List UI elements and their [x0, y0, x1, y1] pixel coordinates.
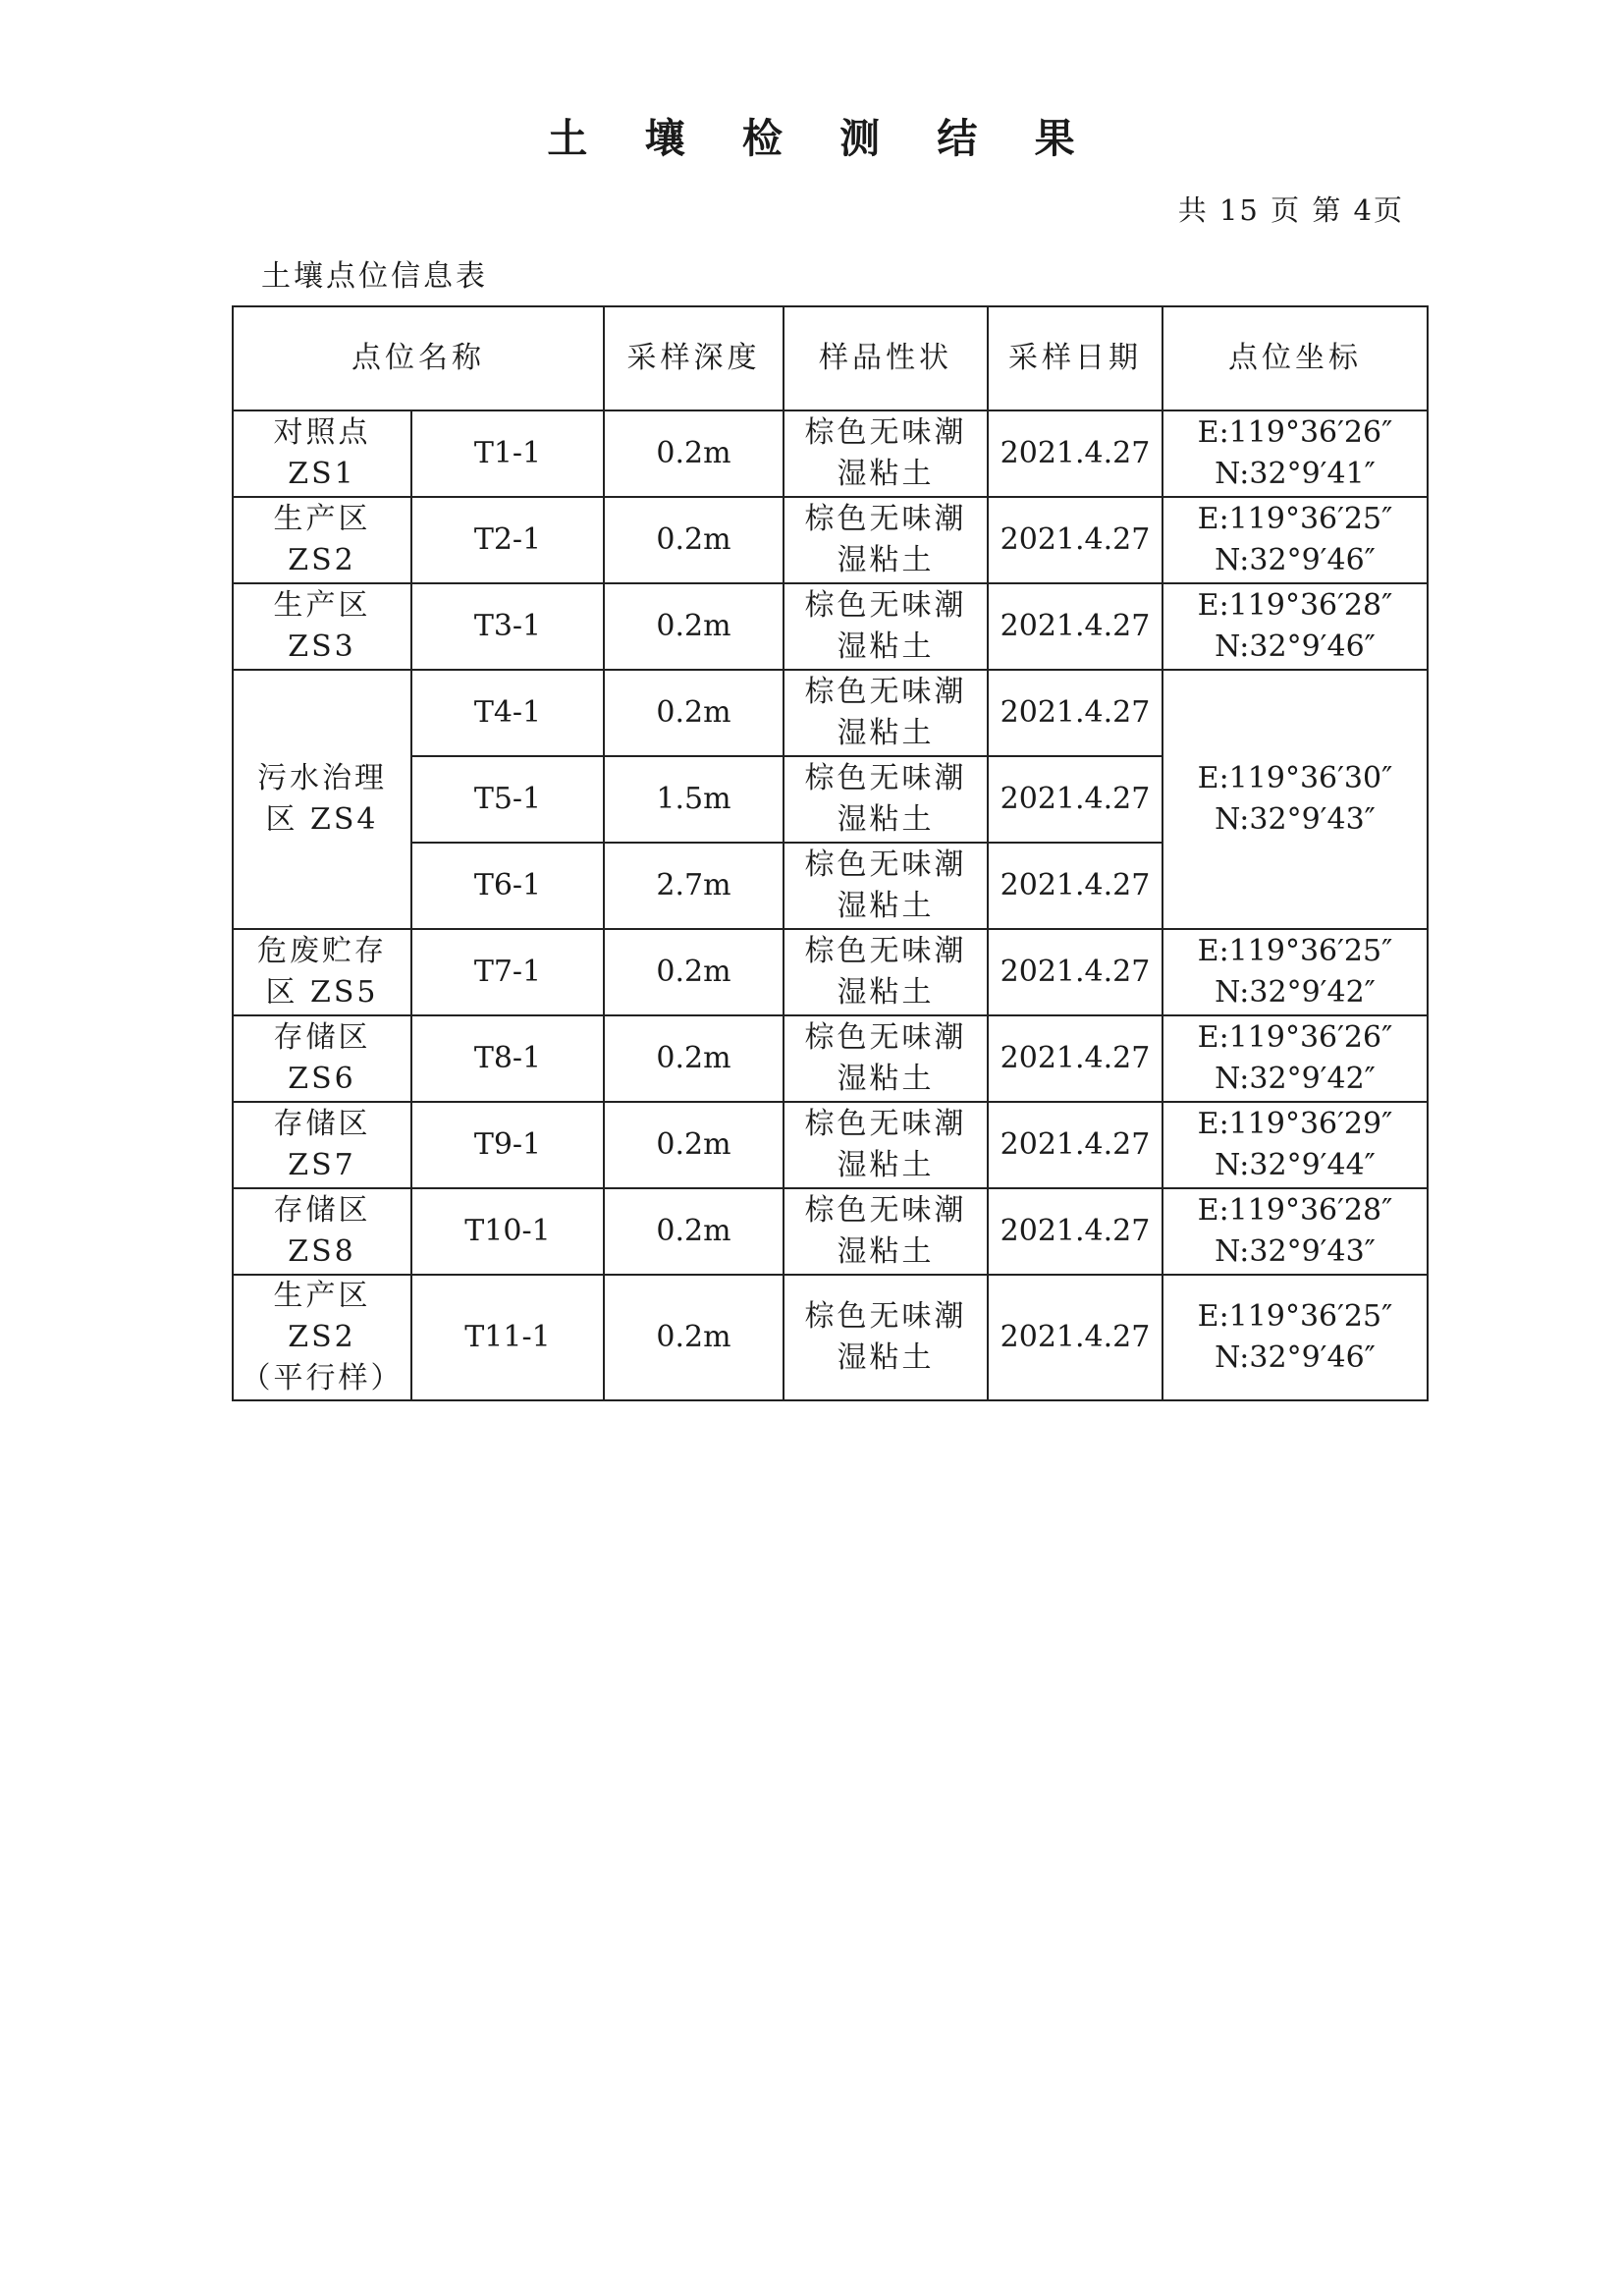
- sample-depth-cell: 0.2m: [604, 670, 784, 756]
- site-name-line: ZS8: [288, 1234, 356, 1269]
- sample-character-line: 棕色无味潮: [804, 588, 967, 623]
- site-name-line: 生产区: [273, 588, 371, 623]
- sample-character-line: 湿粘土: [837, 457, 935, 491]
- sample-date-cell: 2021.4.27: [988, 410, 1162, 497]
- sample-character-line: 湿粘土: [837, 1062, 935, 1096]
- sample-date-cell: 2021.4.27: [988, 1015, 1162, 1102]
- sample-character-cell: [784, 1275, 988, 1400]
- table-row: [233, 583, 1428, 670]
- coordinate-line: E:119°36′26″: [1197, 415, 1393, 450]
- site-name-cell: [233, 497, 411, 583]
- sample-character-line: 湿粘土: [837, 975, 935, 1010]
- table-row: [233, 929, 1428, 1015]
- sample-character-line: 湿粘土: [837, 802, 935, 837]
- header-site-name: 点位名称: [233, 306, 604, 410]
- coordinates-cell: [1162, 1102, 1428, 1188]
- sample-depth-cell: 2.7m: [604, 843, 784, 929]
- sample-character-line: 湿粘土: [837, 543, 935, 577]
- sample-character-line: 湿粘土: [837, 629, 935, 664]
- sample-character-cell: [784, 410, 988, 497]
- site-name-cell: [233, 1015, 411, 1102]
- header-date: 采样日期: [988, 306, 1162, 410]
- sample-character-cell: [784, 843, 988, 929]
- sample-date-cell: 2021.4.27: [988, 670, 1162, 756]
- site-name-line: 生产区: [273, 502, 371, 536]
- site-name-cell: [233, 410, 411, 497]
- sample-character-line: 湿粘土: [837, 1234, 935, 1269]
- sample-date-cell: 2021.4.27: [988, 756, 1162, 843]
- site-name-line: ZS2: [288, 1320, 356, 1354]
- sample-character-line: 湿粘土: [837, 1340, 935, 1375]
- site-name-cell: [233, 583, 411, 670]
- sample-depth-cell: 0.2m: [604, 1275, 784, 1400]
- site-name-cell: [233, 1275, 411, 1400]
- coordinates-cell: [1162, 583, 1428, 670]
- coordinates-cell: [1162, 497, 1428, 583]
- table-row: [233, 1015, 1428, 1102]
- sample-id-cell: T11-1: [411, 1275, 604, 1400]
- site-name-line: 对照点: [273, 415, 371, 450]
- coordinates-cell: [1162, 670, 1428, 929]
- coordinate-line: E:119°36′28″: [1197, 1193, 1393, 1228]
- sample-character-cell: [784, 1015, 988, 1102]
- table-row: [233, 1188, 1428, 1275]
- sample-id-cell: T5-1: [411, 756, 604, 843]
- sample-depth-cell: 0.2m: [604, 410, 784, 497]
- sample-character-line: 棕色无味潮: [804, 415, 967, 450]
- coordinate-line: N:32°9′41″: [1215, 457, 1376, 491]
- sample-date-cell: 2021.4.27: [988, 1188, 1162, 1275]
- sample-character-line: 棕色无味潮: [804, 847, 967, 882]
- coordinate-line: N:32°9′43″: [1215, 802, 1376, 837]
- page-counter: 共 15 页 第 4页: [1177, 193, 1404, 227]
- sample-id-cell: T10-1: [411, 1188, 604, 1275]
- site-name-line: 存储区: [273, 1020, 371, 1055]
- site-name-cell: [233, 1102, 411, 1188]
- sample-character-line: 棕色无味潮: [804, 502, 967, 536]
- table-row: [233, 1275, 1428, 1400]
- table-row: [233, 670, 1428, 756]
- coordinates-cell: [1162, 1275, 1428, 1400]
- sample-character-line: 湿粘土: [837, 716, 935, 750]
- sample-depth-cell: 0.2m: [604, 497, 784, 583]
- coordinate-line: N:32°9′46″: [1215, 629, 1376, 664]
- sample-id-cell: T7-1: [411, 929, 604, 1015]
- sample-depth-cell: 1.5m: [604, 756, 784, 843]
- coordinate-line: E:119°36′28″: [1197, 588, 1393, 623]
- coordinates-cell: [1162, 929, 1428, 1015]
- coordinate-line: E:119°36′29″: [1197, 1107, 1393, 1141]
- table-body: [233, 410, 1428, 1400]
- sample-date-cell: 2021.4.27: [988, 1275, 1162, 1400]
- sample-character-line: 棕色无味潮: [804, 934, 967, 968]
- site-name-line: 存储区: [273, 1193, 371, 1228]
- sample-character-cell: [784, 670, 988, 756]
- soil-site-table: [232, 305, 1429, 1401]
- sample-character-cell: [784, 756, 988, 843]
- table-row: [233, 497, 1428, 583]
- sample-id-cell: T9-1: [411, 1102, 604, 1188]
- header-depth: 采样深度: [604, 306, 784, 410]
- site-name-line: ZS6: [288, 1062, 356, 1096]
- coordinate-line: N:32°9′42″: [1215, 1062, 1376, 1096]
- site-name-line: ZS3: [288, 629, 356, 664]
- site-name-line: 区 ZS4: [265, 802, 379, 837]
- coordinate-line: N:32°9′46″: [1215, 543, 1376, 577]
- sample-id-cell: T1-1: [411, 410, 604, 497]
- site-name-cell: [233, 1188, 411, 1275]
- coordinate-line: E:119°36′25″: [1197, 502, 1393, 536]
- header-coordinates: 点位坐标: [1162, 306, 1428, 410]
- coordinate-line: E:119°36′26″: [1197, 1020, 1393, 1055]
- sample-id-cell: T6-1: [411, 843, 604, 929]
- site-name-line: 存储区: [273, 1107, 371, 1141]
- sample-depth-cell: 0.2m: [604, 929, 784, 1015]
- site-name-line: 区 ZS5: [265, 975, 379, 1010]
- coordinate-line: E:119°36′30″: [1197, 761, 1393, 795]
- coordinates-cell: [1162, 410, 1428, 497]
- sample-date-cell: 2021.4.27: [988, 843, 1162, 929]
- sample-id-cell: T2-1: [411, 497, 604, 583]
- sample-date-cell: 2021.4.27: [988, 1102, 1162, 1188]
- sample-character-cell: [784, 929, 988, 1015]
- table-caption: 土壤点位信息表: [261, 259, 488, 294]
- sample-character-line: 棕色无味潮: [804, 675, 967, 709]
- sample-character-cell: [784, 497, 988, 583]
- page-title: 土 壤 检 测 结 果: [547, 115, 1097, 162]
- sample-id-cell: T8-1: [411, 1015, 604, 1102]
- sample-character-line: 湿粘土: [837, 1148, 935, 1182]
- sample-character-line: 棕色无味潮: [804, 1020, 967, 1055]
- header-character: 样品性状: [784, 306, 988, 410]
- table-header-row: [233, 306, 1428, 410]
- sample-depth-cell: 0.2m: [604, 1102, 784, 1188]
- coordinate-line: E:119°36′25″: [1197, 1299, 1393, 1334]
- sample-date-cell: 2021.4.27: [988, 583, 1162, 670]
- table-row: [233, 410, 1428, 497]
- coordinates-cell: [1162, 1015, 1428, 1102]
- coordinate-line: N:32°9′43″: [1215, 1234, 1376, 1269]
- site-name-line: 生产区: [273, 1279, 371, 1313]
- site-name-line: （平行样）: [241, 1361, 404, 1395]
- sample-date-cell: 2021.4.27: [988, 497, 1162, 583]
- table-row: [233, 1102, 1428, 1188]
- sample-depth-cell: 0.2m: [604, 583, 784, 670]
- sample-character-cell: [784, 1102, 988, 1188]
- site-name-line: ZS1: [288, 457, 356, 491]
- coordinates-cell: [1162, 1188, 1428, 1275]
- sample-id-cell: T4-1: [411, 670, 604, 756]
- sample-character-line: 棕色无味潮: [804, 761, 967, 795]
- sample-depth-cell: 0.2m: [604, 1015, 784, 1102]
- sample-character-line: 棕色无味潮: [804, 1299, 967, 1334]
- site-name-line: 污水治理: [257, 761, 387, 795]
- sample-depth-cell: 0.2m: [604, 1188, 784, 1275]
- coordinate-line: N:32°9′44″: [1215, 1148, 1376, 1182]
- coordinate-line: N:32°9′42″: [1215, 975, 1376, 1010]
- sample-character-cell: [784, 583, 988, 670]
- sample-character-line: 棕色无味潮: [804, 1193, 967, 1228]
- site-name-cell: [233, 670, 411, 929]
- sample-character-cell: [784, 1188, 988, 1275]
- coordinate-line: E:119°36′25″: [1197, 934, 1393, 968]
- sample-character-line: 棕色无味潮: [804, 1107, 967, 1141]
- sample-date-cell: 2021.4.27: [988, 929, 1162, 1015]
- site-name-line: ZS2: [288, 543, 356, 577]
- coordinate-line: N:32°9′46″: [1215, 1340, 1376, 1375]
- sample-id-cell: T3-1: [411, 583, 604, 670]
- site-name-line: ZS7: [288, 1148, 356, 1182]
- site-name-cell: [233, 929, 411, 1015]
- site-name-line: 危废贮存: [257, 934, 387, 968]
- sample-character-line: 湿粘土: [837, 889, 935, 923]
